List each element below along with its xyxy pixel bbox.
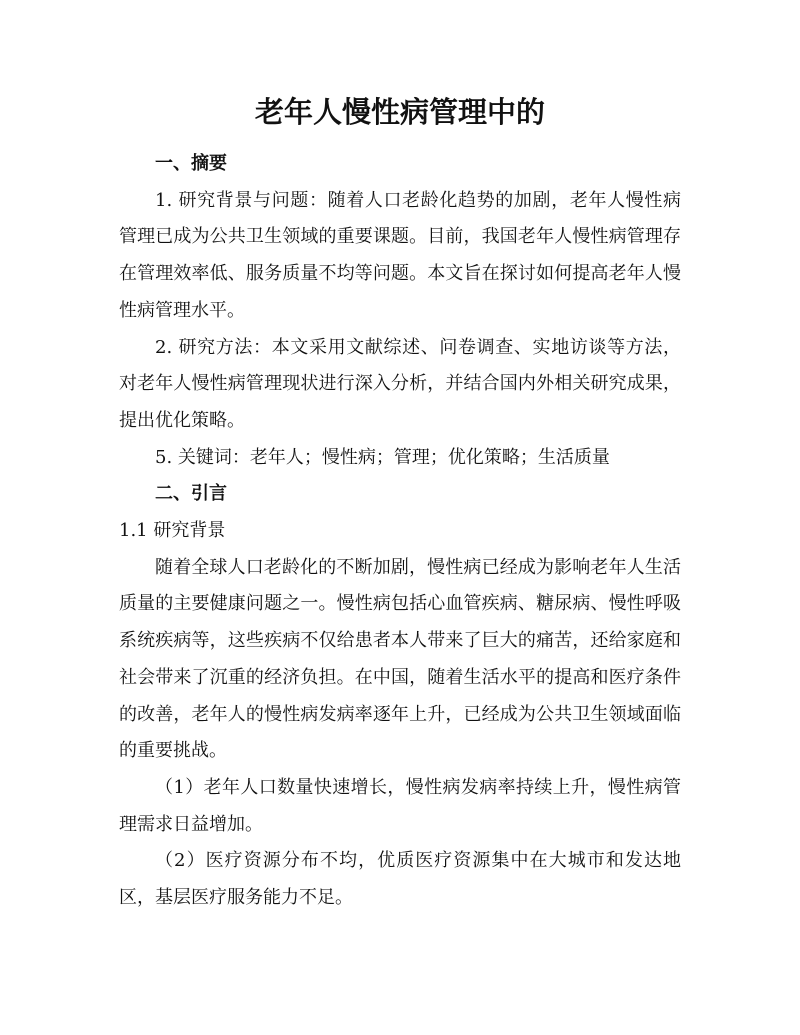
intro-list-item-1: （1）老年人口数量快速增长，慢性病发病率持续上升，慢性病管理需求日益增加。 [119,776,681,835]
document-body [119,146,681,917]
document-title: 老年人慢性病管理中的 [254,95,545,129]
section-heading-abstract: 一、摘要 [155,153,227,174]
section-heading-introduction: 二、引言 [155,483,227,505]
intro-paragraph-background: 随着全球人口老龄化的不断加剧，慢性病已经成为影响老年人生活质量的主要健康问题之一。慢性病包括心血管疾病、糖尿病、慢性呼吸系统疾病等，这些疾病不仅给患者本人带来了巨大的痛苦，还给家庭和社会带来了沉重的经济负担。在中国，随着生活水平的提高和医疗条件的改善，老年人的慢性病发病率逐年上升，已经成为公共卫生领域面临的重要挑战。 [119,556,681,762]
intro-list-item-2: （2）医疗资源分布不均，优质医疗资源集中在大城市和发达地区，基层医疗服务能力不足。 [119,850,681,909]
abstract-paragraph-keywords: 5. 关键词：老年人；慢性病；管理；优化策略；生活质量 [155,446,610,468]
abstract-paragraph-methods: 2. 研究方法：本文采用文献综述、问卷调查、实地访谈等方法，对老年人慢性病管理现状进行深入分析，并结合国内外相关研究成果，提出优化策略。 [119,336,681,431]
abstract-paragraph-background: 1. 研究背景与问题：随着人口老龄化趋势的加剧，老年人慢性病管理已成为公共卫生领域的重要课题。目前，我国老年人慢性病管理存在管理效率低、服务质量不均等问题。本文旨在探讨如何提高老年人慢性病管理水平。 [119,189,681,321]
subsection-heading-background: 1.1 研究背景 [119,520,226,542]
